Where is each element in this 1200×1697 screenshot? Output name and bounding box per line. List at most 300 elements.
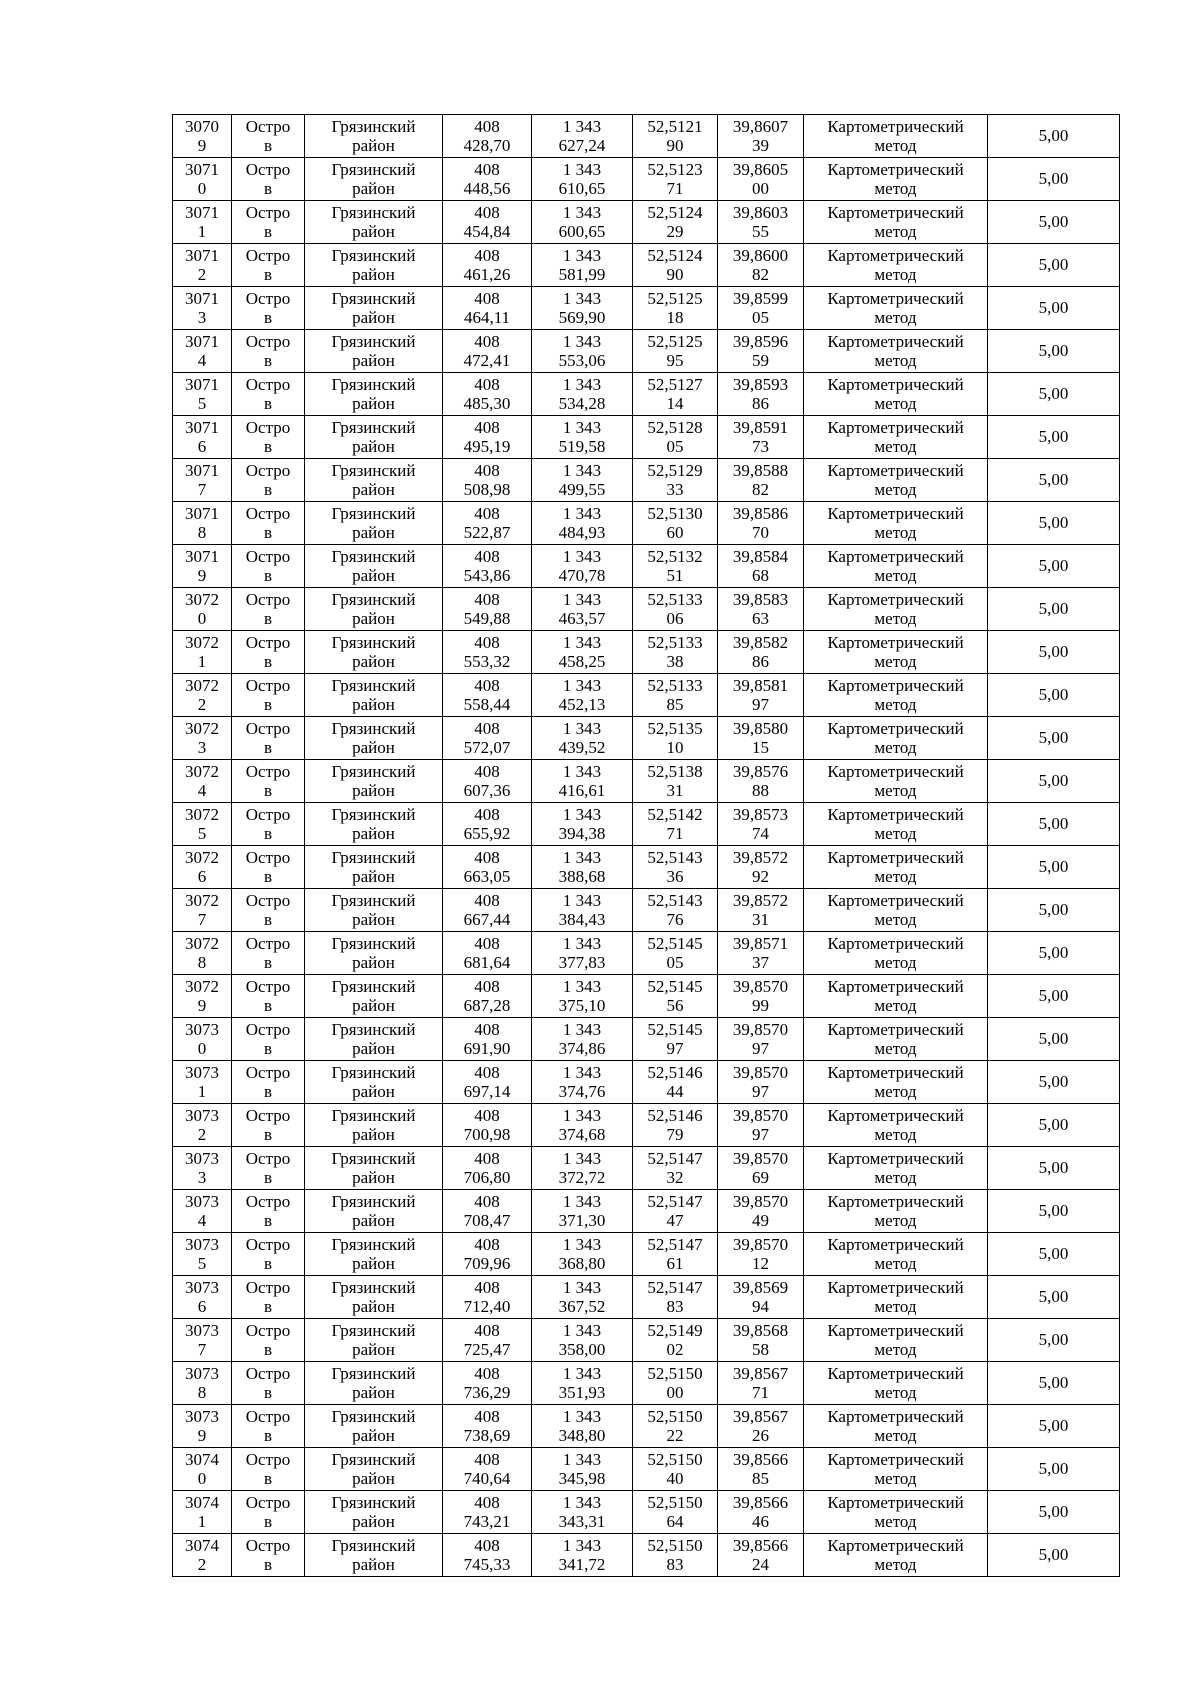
method-cell: Картометрический метод xyxy=(804,588,988,631)
table-row xyxy=(173,1534,1120,1577)
latitude-cell: 52,5145 05 xyxy=(633,932,718,975)
district-cell: Грязинский район xyxy=(305,631,443,674)
latitude-cell: 52,5145 97 xyxy=(633,1018,718,1061)
latitude-cell: 52,5143 76 xyxy=(633,889,718,932)
longitude-cell: 39,8593 86 xyxy=(718,373,804,416)
y-coordinate-cell: 1 343 470,78 xyxy=(532,545,633,588)
point-number-cell: 3071 0 xyxy=(173,158,232,201)
longitude-cell: 39,8569 94 xyxy=(718,1276,804,1319)
method-cell: Картометрический метод xyxy=(804,1362,988,1405)
table-row xyxy=(173,1362,1120,1405)
x-coordinate-cell: 408 553,32 xyxy=(443,631,532,674)
longitude-cell: 39,8605 00 xyxy=(718,158,804,201)
point-number-cell: 3071 7 xyxy=(173,459,232,502)
method-cell: Картометрический метод xyxy=(804,760,988,803)
longitude-cell: 39,8566 24 xyxy=(718,1534,804,1577)
district-cell: Грязинский район xyxy=(305,244,443,287)
y-coordinate-cell: 1 343 463,57 xyxy=(532,588,633,631)
method-cell: Картометрический метод xyxy=(804,631,988,674)
accuracy-cell: 5,00 xyxy=(988,459,1120,502)
y-coordinate-cell: 1 343 368,80 xyxy=(532,1233,633,1276)
district-cell: Грязинский район xyxy=(305,1104,443,1147)
longitude-cell: 39,8591 73 xyxy=(718,416,804,459)
x-coordinate-cell: 408 663,05 xyxy=(443,846,532,889)
longitude-cell: 39,8583 63 xyxy=(718,588,804,631)
x-coordinate-cell: 408 725,47 xyxy=(443,1319,532,1362)
object-type-cell: Остро в xyxy=(232,674,305,717)
method-cell: Картометрический метод xyxy=(804,1534,988,1577)
x-coordinate-cell: 408 697,14 xyxy=(443,1061,532,1104)
method-cell: Картометрический метод xyxy=(804,416,988,459)
accuracy-cell: 5,00 xyxy=(988,1233,1120,1276)
point-number-cell: 3073 3 xyxy=(173,1147,232,1190)
accuracy-cell: 5,00 xyxy=(988,502,1120,545)
latitude-cell: 52,5149 02 xyxy=(633,1319,718,1362)
method-cell: Картометрический метод xyxy=(804,459,988,502)
x-coordinate-cell: 408 454,84 xyxy=(443,201,532,244)
y-coordinate-cell: 1 343 343,31 xyxy=(532,1491,633,1534)
point-number-cell: 3073 0 xyxy=(173,1018,232,1061)
point-number-cell: 3071 1 xyxy=(173,201,232,244)
table-row xyxy=(173,416,1120,459)
point-number-cell: 3072 8 xyxy=(173,932,232,975)
x-coordinate-cell: 408 700,98 xyxy=(443,1104,532,1147)
method-cell: Картометрический метод xyxy=(804,803,988,846)
longitude-cell: 39,8570 97 xyxy=(718,1018,804,1061)
accuracy-cell: 5,00 xyxy=(988,1362,1120,1405)
district-cell: Грязинский район xyxy=(305,287,443,330)
object-type-cell: Остро в xyxy=(232,631,305,674)
object-type-cell: Остро в xyxy=(232,588,305,631)
method-cell: Картометрический метод xyxy=(804,1061,988,1104)
table-row xyxy=(173,287,1120,330)
y-coordinate-cell: 1 343 416,61 xyxy=(532,760,633,803)
y-coordinate-cell: 1 343 375,10 xyxy=(532,975,633,1018)
longitude-cell: 39,8600 82 xyxy=(718,244,804,287)
latitude-cell: 52,5133 06 xyxy=(633,588,718,631)
object-type-cell: Остро в xyxy=(232,1018,305,1061)
x-coordinate-cell: 408 543,86 xyxy=(443,545,532,588)
x-coordinate-cell: 408 655,92 xyxy=(443,803,532,846)
accuracy-cell: 5,00 xyxy=(988,545,1120,588)
table-row xyxy=(173,1018,1120,1061)
accuracy-cell: 5,00 xyxy=(988,717,1120,760)
point-number-cell: 3072 3 xyxy=(173,717,232,760)
object-type-cell: Остро в xyxy=(232,244,305,287)
district-cell: Грязинский район xyxy=(305,1534,443,1577)
accuracy-cell: 5,00 xyxy=(988,1104,1120,1147)
object-type-cell: Остро в xyxy=(232,760,305,803)
y-coordinate-cell: 1 343 351,93 xyxy=(532,1362,633,1405)
latitude-cell: 52,5130 60 xyxy=(633,502,718,545)
x-coordinate-cell: 408 709,96 xyxy=(443,1233,532,1276)
y-coordinate-cell: 1 343 371,30 xyxy=(532,1190,633,1233)
point-number-cell: 3073 5 xyxy=(173,1233,232,1276)
y-coordinate-cell: 1 343 439,52 xyxy=(532,717,633,760)
x-coordinate-cell: 408 691,90 xyxy=(443,1018,532,1061)
y-coordinate-cell: 1 343 372,72 xyxy=(532,1147,633,1190)
x-coordinate-cell: 408 745,33 xyxy=(443,1534,532,1577)
latitude-cell: 52,5133 85 xyxy=(633,674,718,717)
point-number-cell: 3073 4 xyxy=(173,1190,232,1233)
district-cell: Грязинский район xyxy=(305,1018,443,1061)
object-type-cell: Остро в xyxy=(232,1448,305,1491)
x-coordinate-cell: 408 461,26 xyxy=(443,244,532,287)
point-number-cell: 3073 7 xyxy=(173,1319,232,1362)
method-cell: Картометрический метод xyxy=(804,1405,988,1448)
district-cell: Грязинский район xyxy=(305,1190,443,1233)
longitude-cell: 39,8566 46 xyxy=(718,1491,804,1534)
method-cell: Картометрический метод xyxy=(804,1190,988,1233)
accuracy-cell: 5,00 xyxy=(988,1190,1120,1233)
y-coordinate-cell: 1 343 374,76 xyxy=(532,1061,633,1104)
latitude-cell: 52,5124 29 xyxy=(633,201,718,244)
point-number-cell: 3071 9 xyxy=(173,545,232,588)
x-coordinate-cell: 408 743,21 xyxy=(443,1491,532,1534)
latitude-cell: 52,5125 95 xyxy=(633,330,718,373)
point-number-cell: 3072 1 xyxy=(173,631,232,674)
district-cell: Грязинский район xyxy=(305,588,443,631)
district-cell: Грязинский район xyxy=(305,1147,443,1190)
latitude-cell: 52,5127 14 xyxy=(633,373,718,416)
accuracy-cell: 5,00 xyxy=(988,1405,1120,1448)
longitude-cell: 39,8584 68 xyxy=(718,545,804,588)
latitude-cell: 52,5142 71 xyxy=(633,803,718,846)
table-row xyxy=(173,588,1120,631)
table-row xyxy=(173,201,1120,244)
y-coordinate-cell: 1 343 388,68 xyxy=(532,846,633,889)
method-cell: Картометрический метод xyxy=(804,158,988,201)
latitude-cell: 52,5150 00 xyxy=(633,1362,718,1405)
point-number-cell: 3073 9 xyxy=(173,1405,232,1448)
table-row xyxy=(173,889,1120,932)
object-type-cell: Остро в xyxy=(232,545,305,588)
district-cell: Грязинский район xyxy=(305,416,443,459)
district-cell: Грязинский район xyxy=(305,846,443,889)
latitude-cell: 52,5143 36 xyxy=(633,846,718,889)
method-cell: Картометрический метод xyxy=(804,244,988,287)
method-cell: Картометрический метод xyxy=(804,502,988,545)
district-cell: Грязинский район xyxy=(305,459,443,502)
accuracy-cell: 5,00 xyxy=(988,588,1120,631)
object-type-cell: Остро в xyxy=(232,1276,305,1319)
district-cell: Грязинский район xyxy=(305,158,443,201)
longitude-cell: 39,8586 70 xyxy=(718,502,804,545)
object-type-cell: Остро в xyxy=(232,1405,305,1448)
accuracy-cell: 5,00 xyxy=(988,416,1120,459)
latitude-cell: 52,5129 33 xyxy=(633,459,718,502)
accuracy-cell: 5,00 xyxy=(988,1147,1120,1190)
longitude-cell: 39,8570 69 xyxy=(718,1147,804,1190)
accuracy-cell: 5,00 xyxy=(988,287,1120,330)
point-number-cell: 3072 5 xyxy=(173,803,232,846)
longitude-cell: 39,8566 85 xyxy=(718,1448,804,1491)
latitude-cell: 52,5150 64 xyxy=(633,1491,718,1534)
point-number-cell: 3074 0 xyxy=(173,1448,232,1491)
point-number-cell: 3072 7 xyxy=(173,889,232,932)
point-number-cell: 3072 2 xyxy=(173,674,232,717)
method-cell: Картометрический метод xyxy=(804,1104,988,1147)
table-row xyxy=(173,846,1120,889)
y-coordinate-cell: 1 343 358,00 xyxy=(532,1319,633,1362)
district-cell: Грязинский район xyxy=(305,502,443,545)
longitude-cell: 39,8576 88 xyxy=(718,760,804,803)
accuracy-cell: 5,00 xyxy=(988,1018,1120,1061)
x-coordinate-cell: 408 738,69 xyxy=(443,1405,532,1448)
district-cell: Грязинский район xyxy=(305,330,443,373)
y-coordinate-cell: 1 343 452,13 xyxy=(532,674,633,717)
latitude-cell: 52,5147 47 xyxy=(633,1190,718,1233)
district-cell: Грязинский район xyxy=(305,889,443,932)
longitude-cell: 39,8567 71 xyxy=(718,1362,804,1405)
object-type-cell: Остро в xyxy=(232,416,305,459)
point-number-cell: 3071 8 xyxy=(173,502,232,545)
accuracy-cell: 5,00 xyxy=(988,1491,1120,1534)
district-cell: Грязинский район xyxy=(305,1319,443,1362)
method-cell: Картометрический метод xyxy=(804,846,988,889)
object-type-cell: Остро в xyxy=(232,373,305,416)
accuracy-cell: 5,00 xyxy=(988,1276,1120,1319)
accuracy-cell: 5,00 xyxy=(988,115,1120,158)
y-coordinate-cell: 1 343 341,72 xyxy=(532,1534,633,1577)
accuracy-cell: 5,00 xyxy=(988,1319,1120,1362)
table-row xyxy=(173,502,1120,545)
longitude-cell: 39,8607 39 xyxy=(718,115,804,158)
longitude-cell: 39,8580 15 xyxy=(718,717,804,760)
y-coordinate-cell: 1 343 384,43 xyxy=(532,889,633,932)
point-number-cell: 3073 1 xyxy=(173,1061,232,1104)
longitude-cell: 39,8568 58 xyxy=(718,1319,804,1362)
district-cell: Грязинский район xyxy=(305,373,443,416)
x-coordinate-cell: 408 607,36 xyxy=(443,760,532,803)
district-cell: Грязинский район xyxy=(305,674,443,717)
method-cell: Картометрический метод xyxy=(804,1018,988,1061)
x-coordinate-cell: 408 464,11 xyxy=(443,287,532,330)
longitude-cell: 39,8588 82 xyxy=(718,459,804,502)
method-cell: Картометрический метод xyxy=(804,932,988,975)
y-coordinate-cell: 1 343 553,06 xyxy=(532,330,633,373)
point-number-cell: 3072 0 xyxy=(173,588,232,631)
x-coordinate-cell: 408 549,88 xyxy=(443,588,532,631)
point-number-cell: 3072 4 xyxy=(173,760,232,803)
object-type-cell: Остро в xyxy=(232,158,305,201)
district-cell: Грязинский район xyxy=(305,201,443,244)
y-coordinate-cell: 1 343 348,80 xyxy=(532,1405,633,1448)
y-coordinate-cell: 1 343 534,28 xyxy=(532,373,633,416)
method-cell: Картометрический метод xyxy=(804,545,988,588)
y-coordinate-cell: 1 343 374,86 xyxy=(532,1018,633,1061)
point-number-cell: 3072 6 xyxy=(173,846,232,889)
table-row xyxy=(173,1319,1120,1362)
method-cell: Картометрический метод xyxy=(804,1448,988,1491)
method-cell: Картометрический метод xyxy=(804,674,988,717)
method-cell: Картометрический метод xyxy=(804,717,988,760)
x-coordinate-cell: 408 708,47 xyxy=(443,1190,532,1233)
object-type-cell: Остро в xyxy=(232,1147,305,1190)
accuracy-cell: 5,00 xyxy=(988,631,1120,674)
accuracy-cell: 5,00 xyxy=(988,674,1120,717)
district-cell: Грязинский район xyxy=(305,975,443,1018)
object-type-cell: Остро в xyxy=(232,201,305,244)
latitude-cell: 52,5146 44 xyxy=(633,1061,718,1104)
longitude-cell: 39,8582 86 xyxy=(718,631,804,674)
table-row xyxy=(173,1448,1120,1491)
y-coordinate-cell: 1 343 377,83 xyxy=(532,932,633,975)
coordinates-table xyxy=(172,114,1120,1577)
accuracy-cell: 5,00 xyxy=(988,889,1120,932)
latitude-cell: 52,5125 18 xyxy=(633,287,718,330)
latitude-cell: 52,5150 40 xyxy=(633,1448,718,1491)
table-row xyxy=(173,545,1120,588)
x-coordinate-cell: 408 472,41 xyxy=(443,330,532,373)
table-row xyxy=(173,1491,1120,1534)
latitude-cell: 52,5150 22 xyxy=(633,1405,718,1448)
table-row xyxy=(173,1061,1120,1104)
x-coordinate-cell: 408 687,28 xyxy=(443,975,532,1018)
x-coordinate-cell: 408 448,56 xyxy=(443,158,532,201)
accuracy-cell: 5,00 xyxy=(988,244,1120,287)
method-cell: Картометрический метод xyxy=(804,373,988,416)
object-type-cell: Остро в xyxy=(232,803,305,846)
district-cell: Грязинский район xyxy=(305,1233,443,1276)
district-cell: Грязинский район xyxy=(305,545,443,588)
table-row xyxy=(173,1190,1120,1233)
x-coordinate-cell: 408 736,29 xyxy=(443,1362,532,1405)
latitude-cell: 52,5135 10 xyxy=(633,717,718,760)
x-coordinate-cell: 408 428,70 xyxy=(443,115,532,158)
district-cell: Грязинский район xyxy=(305,803,443,846)
table-row xyxy=(173,1233,1120,1276)
latitude-cell: 52,5124 90 xyxy=(633,244,718,287)
object-type-cell: Остро в xyxy=(232,1362,305,1405)
accuracy-cell: 5,00 xyxy=(988,1534,1120,1577)
y-coordinate-cell: 1 343 600,65 xyxy=(532,201,633,244)
table-row xyxy=(173,1405,1120,1448)
latitude-cell: 52,5133 38 xyxy=(633,631,718,674)
point-number-cell: 3074 2 xyxy=(173,1534,232,1577)
y-coordinate-cell: 1 343 569,90 xyxy=(532,287,633,330)
x-coordinate-cell: 408 558,44 xyxy=(443,674,532,717)
table-row xyxy=(173,115,1120,158)
x-coordinate-cell: 408 495,19 xyxy=(443,416,532,459)
object-type-cell: Остро в xyxy=(232,115,305,158)
table-row xyxy=(173,459,1120,502)
accuracy-cell: 5,00 xyxy=(988,373,1120,416)
district-cell: Грязинский район xyxy=(305,1362,443,1405)
longitude-cell: 39,8570 97 xyxy=(718,1061,804,1104)
x-coordinate-cell: 408 485,30 xyxy=(443,373,532,416)
point-number-cell: 3073 8 xyxy=(173,1362,232,1405)
latitude-cell: 52,5147 83 xyxy=(633,1276,718,1319)
table-row xyxy=(173,244,1120,287)
x-coordinate-cell: 408 508,98 xyxy=(443,459,532,502)
table-row xyxy=(173,803,1120,846)
method-cell: Картометрический метод xyxy=(804,287,988,330)
point-number-cell: 3073 2 xyxy=(173,1104,232,1147)
latitude-cell: 52,5121 90 xyxy=(633,115,718,158)
longitude-cell: 39,8567 26 xyxy=(718,1405,804,1448)
object-type-cell: Остро в xyxy=(232,1104,305,1147)
object-type-cell: Остро в xyxy=(232,1491,305,1534)
object-type-cell: Остро в xyxy=(232,459,305,502)
latitude-cell: 52,5132 51 xyxy=(633,545,718,588)
district-cell: Грязинский район xyxy=(305,1448,443,1491)
table-row xyxy=(173,373,1120,416)
y-coordinate-cell: 1 343 345,98 xyxy=(532,1448,633,1491)
accuracy-cell: 5,00 xyxy=(988,201,1120,244)
accuracy-cell: 5,00 xyxy=(988,803,1120,846)
accuracy-cell: 5,00 xyxy=(988,975,1120,1018)
district-cell: Грязинский район xyxy=(305,115,443,158)
district-cell: Грязинский район xyxy=(305,932,443,975)
y-coordinate-cell: 1 343 367,52 xyxy=(532,1276,633,1319)
y-coordinate-cell: 1 343 394,38 xyxy=(532,803,633,846)
accuracy-cell: 5,00 xyxy=(988,1061,1120,1104)
point-number-cell: 3071 4 xyxy=(173,330,232,373)
longitude-cell: 39,8581 97 xyxy=(718,674,804,717)
x-coordinate-cell: 408 572,07 xyxy=(443,717,532,760)
y-coordinate-cell: 1 343 458,25 xyxy=(532,631,633,674)
object-type-cell: Остро в xyxy=(232,1534,305,1577)
point-number-cell: 3071 2 xyxy=(173,244,232,287)
table-row xyxy=(173,1104,1120,1147)
x-coordinate-cell: 408 706,80 xyxy=(443,1147,532,1190)
longitude-cell: 39,8599 05 xyxy=(718,287,804,330)
y-coordinate-cell: 1 343 519,58 xyxy=(532,416,633,459)
point-number-cell: 3073 6 xyxy=(173,1276,232,1319)
longitude-cell: 39,8571 37 xyxy=(718,932,804,975)
longitude-cell: 39,8570 97 xyxy=(718,1104,804,1147)
object-type-cell: Остро в xyxy=(232,889,305,932)
object-type-cell: Остро в xyxy=(232,1233,305,1276)
table-row xyxy=(173,932,1120,975)
longitude-cell: 39,8596 59 xyxy=(718,330,804,373)
accuracy-cell: 5,00 xyxy=(988,932,1120,975)
latitude-cell: 52,5146 79 xyxy=(633,1104,718,1147)
object-type-cell: Остро в xyxy=(232,330,305,373)
y-coordinate-cell: 1 343 499,55 xyxy=(532,459,633,502)
method-cell: Картометрический метод xyxy=(804,1233,988,1276)
latitude-cell: 52,5138 31 xyxy=(633,760,718,803)
district-cell: Грязинский район xyxy=(305,1491,443,1534)
table-row xyxy=(173,717,1120,760)
latitude-cell: 52,5123 71 xyxy=(633,158,718,201)
x-coordinate-cell: 408 740,64 xyxy=(443,1448,532,1491)
latitude-cell: 52,5128 05 xyxy=(633,416,718,459)
accuracy-cell: 5,00 xyxy=(988,158,1120,201)
point-number-cell: 3071 3 xyxy=(173,287,232,330)
latitude-cell: 52,5147 32 xyxy=(633,1147,718,1190)
y-coordinate-cell: 1 343 610,65 xyxy=(532,158,633,201)
point-number-cell: 3070 9 xyxy=(173,115,232,158)
table-row xyxy=(173,760,1120,803)
table-row xyxy=(173,1276,1120,1319)
method-cell: Картометрический метод xyxy=(804,889,988,932)
table-row xyxy=(173,1147,1120,1190)
y-coordinate-cell: 1 343 581,99 xyxy=(532,244,633,287)
y-coordinate-cell: 1 343 484,93 xyxy=(532,502,633,545)
longitude-cell: 39,8570 49 xyxy=(718,1190,804,1233)
district-cell: Грязинский район xyxy=(305,1405,443,1448)
longitude-cell: 39,8570 99 xyxy=(718,975,804,1018)
point-number-cell: 3071 6 xyxy=(173,416,232,459)
object-type-cell: Остро в xyxy=(232,502,305,545)
method-cell: Картометрический метод xyxy=(804,115,988,158)
object-type-cell: Остро в xyxy=(232,1319,305,1362)
table-row xyxy=(173,631,1120,674)
longitude-cell: 39,8572 92 xyxy=(718,846,804,889)
x-coordinate-cell: 408 712,40 xyxy=(443,1276,532,1319)
